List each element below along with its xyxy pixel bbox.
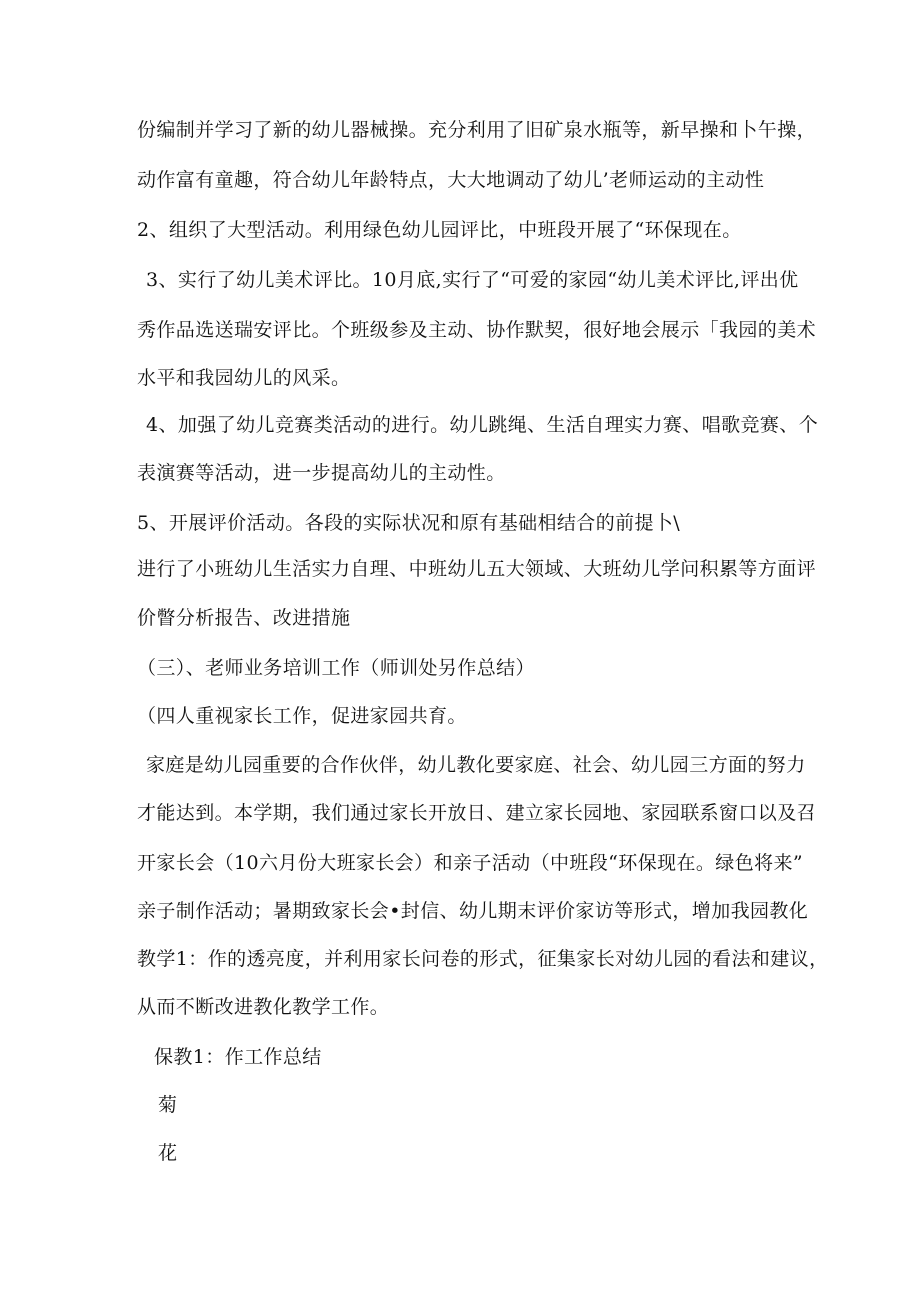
- text-line-9: 5、开展评价活动。各段的实际状况和原有基础相结合的前提卜\: [137, 512, 681, 534]
- text-line-5: 秀作品选送瑞安评比。个班级参及主动、协作默契，很好地会展示「我园的美术: [137, 319, 817, 341]
- text-line-3: 2、组织了大型活动。利用绿色幼儿园评比，中班段开展了“环保现在。: [137, 219, 742, 241]
- text-char-hua: 花: [158, 1142, 178, 1164]
- text-line-10: 进行了小班幼儿生活实力自理、中班幼儿五大领域、大班幼儿学问积累等方面评: [137, 558, 817, 580]
- subsection-title: 保教1：作工作总结: [154, 1046, 322, 1068]
- text-line-16: 开家长会（10六月份大班家长会）和亲子活动（中班段“环保现在。绿色将来”: [137, 852, 804, 874]
- text-line-14: 家庭是幼儿园重要的合作伙伴，幼儿教化要家庭、社会、幼儿园三方面的努力: [146, 754, 806, 776]
- text-line-18: 教学1：作的透亮度，并利用家长问卷的形式，征集家长对幼儿园的看法和建议，: [137, 948, 829, 970]
- text-line-17: 亲子制作活动；暑期致家长会•封信、幼儿期末评价家访等形式，增加我园教化: [137, 900, 809, 922]
- section-heading-three: （三）、老师业务培训工作（师训处另作总结）: [137, 657, 535, 679]
- text-line-1: 份编制并学习了新的幼儿器械操。充分利用了旧矿泉水瓶等，新早操和卜午操，: [137, 119, 817, 141]
- text-line-2: 动作富有童趣，符合幼儿年龄特点，大大地调动了幼儿’老师运动的主动性: [137, 169, 765, 191]
- text-char-ju: 菊: [158, 1094, 178, 1116]
- text-line-11: 价瞥分析报告、改进措施: [137, 607, 351, 629]
- text-line-19: 从而不断改进教化教学工作。: [137, 996, 390, 1018]
- section-heading-four: （四人重视家长工作，促进家园共育。: [137, 705, 467, 727]
- text-line-4: 3、实行了幼儿美术评比。10月底,实行了“可爱的家园“幼儿美术评比,评出优: [146, 269, 799, 291]
- text-line-6: 水平和我园幼儿的风采。: [137, 367, 351, 389]
- text-line-8: 表演赛等活动，进一步提高幼儿的主动性。: [137, 462, 506, 484]
- text-line-7: 4、加强了幼儿竞赛类活动的进行。幼儿跳绳、生活自理实力赛、唱歌竞赛、个: [146, 414, 819, 436]
- text-line-15: 才能达到。本学期，我们通过家长开放日、建立家长园地、家园联系窗口以及召: [137, 802, 817, 824]
